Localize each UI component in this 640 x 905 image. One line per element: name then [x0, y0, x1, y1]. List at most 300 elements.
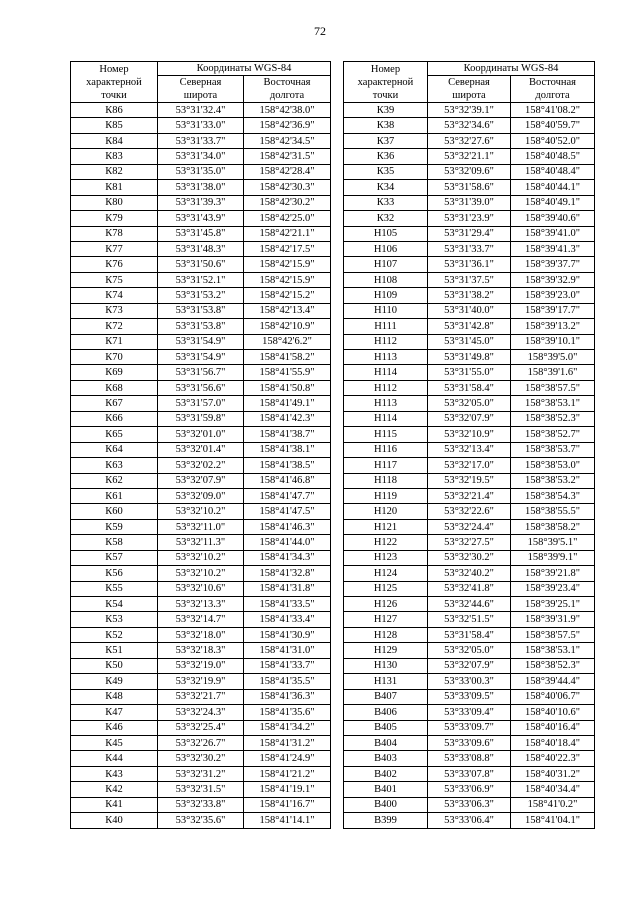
- point-id-cell: Н112: [344, 334, 428, 349]
- point-id-cell: К63: [71, 458, 158, 473]
- longitude-cell: 158°42'15.9": [244, 257, 331, 272]
- longitude-cell: 158°39'17.7": [511, 303, 595, 318]
- longitude-cell: 158°39'13.2": [511, 319, 595, 334]
- table-row: [71, 133, 331, 148]
- longitude-cell: 158°41'04.1": [511, 813, 595, 828]
- point-id-cell: К53: [71, 612, 158, 627]
- table-row: [344, 241, 595, 256]
- point-id-cell: Н125: [344, 581, 428, 596]
- table-row: [344, 705, 595, 720]
- longitude-cell: 158°41'38.1": [244, 442, 331, 457]
- point-id-cell: К64: [71, 442, 158, 457]
- point-id-cell: К39: [344, 103, 428, 118]
- longitude-cell: 158°42'30.3": [244, 180, 331, 195]
- longitude-cell: 158°41'33.7": [244, 658, 331, 673]
- table-row: [71, 751, 331, 766]
- latitude-cell: 53°32'25.4": [158, 720, 244, 735]
- table-row: [71, 597, 331, 612]
- point-id-cell: К51: [71, 643, 158, 658]
- latitude-cell: 53°31'38.2": [428, 288, 511, 303]
- table-row: [71, 118, 331, 133]
- table-row: [344, 473, 595, 488]
- table-row: [71, 813, 331, 828]
- table-row: [344, 488, 595, 503]
- header-lon: Восточная: [511, 76, 595, 90]
- header-coords-group: Координаты WGS-84: [428, 62, 595, 76]
- table-row: [71, 566, 331, 581]
- latitude-cell: 53°32'26.7": [158, 735, 244, 750]
- table-row: [344, 658, 595, 673]
- latitude-cell: 53°32'07.9": [158, 473, 244, 488]
- point-id-cell: К71: [71, 334, 158, 349]
- table-row: [344, 643, 595, 658]
- latitude-cell: 53°32'10.6": [158, 581, 244, 596]
- point-id-cell: Н114: [344, 365, 428, 380]
- longitude-cell: 158°40'59.7": [511, 118, 595, 133]
- longitude-cell: 158°38'58.2": [511, 519, 595, 534]
- longitude-cell: 158°38'57.5": [511, 627, 595, 642]
- latitude-cell: 53°31'38.0": [158, 180, 244, 195]
- point-id-cell: К81: [71, 180, 158, 195]
- longitude-cell: 158°39'44.4": [511, 674, 595, 689]
- latitude-cell: 53°32'13.4": [428, 442, 511, 457]
- table-row: [344, 689, 595, 704]
- longitude-cell: 158°39'9.1": [511, 550, 595, 565]
- point-id-cell: К41: [71, 797, 158, 812]
- longitude-cell: 158°39'37.7": [511, 257, 595, 272]
- table-row: [344, 612, 595, 627]
- latitude-cell: 53°32'01.4": [158, 442, 244, 457]
- table-row: [344, 288, 595, 303]
- point-id-cell: К60: [71, 504, 158, 519]
- longitude-cell: 158°38'52.3": [511, 411, 595, 426]
- longitude-cell: 158°41'31.0": [244, 643, 331, 658]
- table-row: [71, 689, 331, 704]
- longitude-cell: 158°41'19.1": [244, 782, 331, 797]
- header-lon: Восточная: [244, 76, 331, 90]
- longitude-cell: 158°39'5.1": [511, 535, 595, 550]
- point-id-cell: К36: [344, 149, 428, 164]
- latitude-cell: 53°32'11.3": [158, 535, 244, 550]
- latitude-cell: 53°32'01.0": [158, 427, 244, 442]
- longitude-cell: 158°40'48.5": [511, 149, 595, 164]
- point-id-cell: Н113: [344, 396, 428, 411]
- point-id-cell: К37: [344, 133, 428, 148]
- longitude-cell: 158°41'0.2": [511, 797, 595, 812]
- latitude-cell: 53°32'19.5": [428, 473, 511, 488]
- latitude-cell: 53°31'33.7": [428, 241, 511, 256]
- table-row: [71, 211, 331, 226]
- latitude-cell: 53°31'58.6": [428, 180, 511, 195]
- table-body-left: [71, 103, 331, 829]
- table-row: [71, 720, 331, 735]
- latitude-cell: 53°32'05.0": [428, 643, 511, 658]
- table-row: [71, 519, 331, 534]
- point-id-cell: Н122: [344, 535, 428, 550]
- table-row: [71, 288, 331, 303]
- longitude-cell: 158°41'58.2": [244, 350, 331, 365]
- latitude-cell: 53°31'49.8": [428, 350, 511, 365]
- point-id-cell: К62: [71, 473, 158, 488]
- longitude-cell: 158°41'24.9": [244, 751, 331, 766]
- point-id-cell: Н128: [344, 627, 428, 642]
- latitude-cell: 53°32'27.5": [428, 535, 511, 550]
- table-row: [71, 535, 331, 550]
- longitude-cell: 158°40'49.1": [511, 195, 595, 210]
- longitude-cell: 158°42'10.9": [244, 319, 331, 334]
- point-id-cell: В405: [344, 720, 428, 735]
- latitude-cell: 53°32'11.0": [158, 519, 244, 534]
- point-id-cell: К72: [71, 319, 158, 334]
- latitude-cell: 53°32'05.0": [428, 396, 511, 411]
- table-body-right: [344, 103, 595, 829]
- point-id-cell: К83: [71, 149, 158, 164]
- point-id-cell: В407: [344, 689, 428, 704]
- point-id-cell: К47: [71, 705, 158, 720]
- latitude-cell: 53°31'53.2": [158, 288, 244, 303]
- table-row: [344, 149, 595, 164]
- longitude-cell: 158°39'21.8": [511, 566, 595, 581]
- table-row: [344, 597, 595, 612]
- table-row: [344, 797, 595, 812]
- longitude-cell: 158°41'30.9": [244, 627, 331, 642]
- latitude-cell: 53°32'10.2": [158, 504, 244, 519]
- longitude-cell: 158°40'44.1": [511, 180, 595, 195]
- point-id-cell: К58: [71, 535, 158, 550]
- table-row: [344, 519, 595, 534]
- table-row: [344, 766, 595, 781]
- longitude-cell: 158°41'31.2": [244, 735, 331, 750]
- table-row: [344, 350, 595, 365]
- longitude-cell: 158°41'34.3": [244, 550, 331, 565]
- longitude-cell: 158°41'31.8": [244, 581, 331, 596]
- point-id-cell: К59: [71, 519, 158, 534]
- table-row: [71, 195, 331, 210]
- table-row: [344, 226, 595, 241]
- latitude-cell: 53°32'10.9": [428, 427, 511, 442]
- longitude-cell: 158°39'5.0": [511, 350, 595, 365]
- latitude-cell: 53°33'06.9": [428, 782, 511, 797]
- longitude-cell: 158°38'53.0": [511, 458, 595, 473]
- table-row: [344, 272, 595, 287]
- table-row: [344, 674, 595, 689]
- point-id-cell: В399: [344, 813, 428, 828]
- point-id-cell: К85: [71, 118, 158, 133]
- table-row: [71, 319, 331, 334]
- table-row: [71, 180, 331, 195]
- table-row: [344, 813, 595, 828]
- header-lat: Северная: [158, 76, 244, 90]
- header-coords-group: Координаты WGS-84: [158, 62, 331, 76]
- latitude-cell: 53°32'21.4": [428, 488, 511, 503]
- longitude-cell: 158°42'15.9": [244, 272, 331, 287]
- longitude-cell: 158°38'57.5": [511, 380, 595, 395]
- longitude-cell: 158°41'55.9": [244, 365, 331, 380]
- latitude-cell: 53°32'31.2": [158, 766, 244, 781]
- table-row: [344, 118, 595, 133]
- longitude-cell: 158°38'53.2": [511, 473, 595, 488]
- point-id-cell: К76: [71, 257, 158, 272]
- point-id-cell: Н126: [344, 597, 428, 612]
- table-row: [71, 226, 331, 241]
- latitude-cell: 53°31'54.9": [158, 350, 244, 365]
- header-lat: широта: [158, 89, 244, 103]
- point-id-cell: Н110: [344, 303, 428, 318]
- longitude-cell: 158°38'52.3": [511, 658, 595, 673]
- longitude-cell: 158°42'21.1": [244, 226, 331, 241]
- longitude-cell: 158°41'14.1": [244, 813, 331, 828]
- longitude-cell: 158°39'10.1": [511, 334, 595, 349]
- longitude-cell: 158°39'25.1": [511, 597, 595, 612]
- point-id-cell: К82: [71, 164, 158, 179]
- longitude-cell: 158°38'52.7": [511, 427, 595, 442]
- point-id-cell: К75: [71, 272, 158, 287]
- table-row: [344, 365, 595, 380]
- table-row: [71, 411, 331, 426]
- point-id-cell: К61: [71, 488, 158, 503]
- latitude-cell: 53°31'57.0": [158, 396, 244, 411]
- latitude-cell: 53°31'55.0": [428, 365, 511, 380]
- point-id-cell: Н105: [344, 226, 428, 241]
- latitude-cell: 53°31'39.0": [428, 195, 511, 210]
- latitude-cell: 53°32'21.7": [158, 689, 244, 704]
- latitude-cell: 53°33'09.7": [428, 720, 511, 735]
- table-row: [71, 643, 331, 658]
- latitude-cell: 53°33'00.3": [428, 674, 511, 689]
- point-id-cell: К44: [71, 751, 158, 766]
- longitude-cell: 158°41'33.5": [244, 597, 331, 612]
- point-id-cell: Н123: [344, 550, 428, 565]
- table-row: [344, 427, 595, 442]
- table-row: [344, 751, 595, 766]
- latitude-cell: 53°31'50.6": [158, 257, 244, 272]
- latitude-cell: 53°32'18.3": [158, 643, 244, 658]
- longitude-cell: 158°41'44.0": [244, 535, 331, 550]
- header-lon: долгота: [244, 89, 331, 103]
- latitude-cell: 53°31'40.0": [428, 303, 511, 318]
- latitude-cell: 53°33'09.6": [428, 735, 511, 750]
- longitude-cell: 158°39'41.3": [511, 241, 595, 256]
- point-id-cell: К38: [344, 118, 428, 133]
- table-row: [344, 133, 595, 148]
- longitude-cell: 158°41'33.4": [244, 612, 331, 627]
- point-id-cell: К46: [71, 720, 158, 735]
- point-id-cell: К40: [71, 813, 158, 828]
- longitude-cell: 158°41'34.2": [244, 720, 331, 735]
- table-row: [344, 782, 595, 797]
- latitude-cell: 53°31'42.8": [428, 319, 511, 334]
- header-row: [71, 62, 331, 76]
- latitude-cell: 53°32'22.6": [428, 504, 511, 519]
- point-id-cell: К69: [71, 365, 158, 380]
- latitude-cell: 53°31'52.1": [158, 272, 244, 287]
- latitude-cell: 53°31'56.6": [158, 380, 244, 395]
- latitude-cell: 53°33'09.4": [428, 705, 511, 720]
- table-row: [71, 241, 331, 256]
- latitude-cell: 53°31'43.9": [158, 211, 244, 226]
- page-number: 72: [314, 24, 326, 38]
- table-row: [71, 550, 331, 565]
- longitude-cell: 158°41'36.3": [244, 689, 331, 704]
- table-row: [71, 303, 331, 318]
- point-id-cell: К48: [71, 689, 158, 704]
- latitude-cell: 53°32'10.2": [158, 550, 244, 565]
- table-row: [344, 211, 595, 226]
- point-id-cell: Н117: [344, 458, 428, 473]
- latitude-cell: 53°32'40.2": [428, 566, 511, 581]
- point-id-cell: К84: [71, 133, 158, 148]
- longitude-cell: 158°38'55.5": [511, 504, 595, 519]
- point-id-cell: К80: [71, 195, 158, 210]
- longitude-cell: 158°41'42.3": [244, 411, 331, 426]
- table-row: [344, 396, 595, 411]
- latitude-cell: 53°32'33.8": [158, 797, 244, 812]
- point-id-cell: В406: [344, 705, 428, 720]
- longitude-cell: 158°40'52.0": [511, 133, 595, 148]
- table-row: [71, 272, 331, 287]
- table-row: [344, 303, 595, 318]
- point-id-cell: К33: [344, 195, 428, 210]
- latitude-cell: 53°32'30.2": [428, 550, 511, 565]
- table-row: [344, 319, 595, 334]
- table-row: [71, 257, 331, 272]
- latitude-cell: 53°32'17.0": [428, 458, 511, 473]
- latitude-cell: 53°32'44.6": [428, 597, 511, 612]
- table-row: [344, 458, 595, 473]
- table-row: [344, 180, 595, 195]
- table-row: [344, 257, 595, 272]
- table-row: [71, 705, 331, 720]
- point-id-cell: К57: [71, 550, 158, 565]
- longitude-cell: 158°41'38.5": [244, 458, 331, 473]
- point-id-cell: К56: [71, 566, 158, 581]
- latitude-cell: 53°31'54.9": [158, 334, 244, 349]
- table-row: [71, 442, 331, 457]
- point-id-cell: Н127: [344, 612, 428, 627]
- point-id-cell: К70: [71, 350, 158, 365]
- longitude-cell: 158°40'16.4": [511, 720, 595, 735]
- point-id-cell: Н107: [344, 257, 428, 272]
- point-id-cell: Н119: [344, 488, 428, 503]
- latitude-cell: 53°31'56.7": [158, 365, 244, 380]
- longitude-cell: 158°38'54.3": [511, 488, 595, 503]
- longitude-cell: 158°39'32.9": [511, 272, 595, 287]
- table-row: [344, 735, 595, 750]
- latitude-cell: 53°33'08.8": [428, 751, 511, 766]
- table-row: [71, 365, 331, 380]
- point-id-cell: К49: [71, 674, 158, 689]
- point-id-cell: К55: [71, 581, 158, 596]
- table-row: [71, 380, 331, 395]
- latitude-cell: 53°32'13.3": [158, 597, 244, 612]
- table-row: [71, 458, 331, 473]
- longitude-cell: 158°41'21.2": [244, 766, 331, 781]
- longitude-cell: 158°40'34.4": [511, 782, 595, 797]
- point-id-cell: К77: [71, 241, 158, 256]
- latitude-cell: 53°32'30.2": [158, 751, 244, 766]
- point-id-cell: Н114: [344, 411, 428, 426]
- latitude-cell: 53°32'18.0": [158, 627, 244, 642]
- latitude-cell: 53°32'31.5": [158, 782, 244, 797]
- longitude-cell: 158°40'22.3": [511, 751, 595, 766]
- longitude-cell: 158°41'49.1": [244, 396, 331, 411]
- point-id-cell: К86: [71, 103, 158, 118]
- point-id-cell: К45: [71, 735, 158, 750]
- table-row: [71, 766, 331, 781]
- point-id-cell: К67: [71, 396, 158, 411]
- latitude-cell: 53°31'35.0": [158, 164, 244, 179]
- table-row: [344, 195, 595, 210]
- point-id-cell: К79: [71, 211, 158, 226]
- point-id-cell: К54: [71, 597, 158, 612]
- latitude-cell: 53°31'59.8": [158, 411, 244, 426]
- latitude-cell: 53°32'27.6": [428, 133, 511, 148]
- point-id-cell: Н108: [344, 272, 428, 287]
- table-row: [344, 720, 595, 735]
- latitude-cell: 53°32'51.5": [428, 612, 511, 627]
- point-id-cell: К68: [71, 380, 158, 395]
- longitude-cell: 158°39'1.6": [511, 365, 595, 380]
- longitude-cell: 158°39'31.9": [511, 612, 595, 627]
- latitude-cell: 53°32'14.7": [158, 612, 244, 627]
- longitude-cell: 158°42'17.5": [244, 241, 331, 256]
- point-id-cell: Н120: [344, 504, 428, 519]
- table-row: [71, 103, 331, 118]
- point-id-cell: В403: [344, 751, 428, 766]
- longitude-cell: 158°41'32.8": [244, 566, 331, 581]
- point-id-cell: В400: [344, 797, 428, 812]
- point-id-cell: Н130: [344, 658, 428, 673]
- point-id-cell: Н111: [344, 319, 428, 334]
- longitude-cell: 158°42'34.5": [244, 133, 331, 148]
- latitude-cell: 53°31'45.8": [158, 226, 244, 241]
- longitude-cell: 158°41'35.6": [244, 705, 331, 720]
- latitude-cell: 53°31'58.4": [428, 627, 511, 642]
- header-lat: широта: [428, 89, 511, 103]
- longitude-cell: 158°41'35.5": [244, 674, 331, 689]
- longitude-cell: 158°38'53.1": [511, 643, 595, 658]
- header-point-number: Номер характерной точки: [71, 62, 158, 103]
- latitude-cell: 53°31'48.3": [158, 241, 244, 256]
- header-lat: Северная: [428, 76, 511, 90]
- longitude-cell: 158°42'15.2": [244, 288, 331, 303]
- point-id-cell: К42: [71, 782, 158, 797]
- table-row: [344, 550, 595, 565]
- point-id-cell: Н129: [344, 643, 428, 658]
- table-row: [344, 411, 595, 426]
- point-id-cell: К43: [71, 766, 158, 781]
- latitude-cell: 53°31'33.0": [158, 118, 244, 133]
- latitude-cell: 53°31'23.9": [428, 211, 511, 226]
- latitude-cell: 53°31'53.8": [158, 319, 244, 334]
- coordinates-table-right: [343, 61, 595, 829]
- point-id-cell: В401: [344, 782, 428, 797]
- longitude-cell: 158°39'23.4": [511, 581, 595, 596]
- latitude-cell: 53°32'41.8": [428, 581, 511, 596]
- longitude-cell: 158°41'47.5": [244, 504, 331, 519]
- table-row: [71, 782, 331, 797]
- point-id-cell: В402: [344, 766, 428, 781]
- table-row: [344, 504, 595, 519]
- latitude-cell: 53°31'29.4": [428, 226, 511, 241]
- table-row: [71, 149, 331, 164]
- table-row: [71, 473, 331, 488]
- point-id-cell: Н118: [344, 473, 428, 488]
- coordinates-table-left: [70, 61, 331, 829]
- table-row: [71, 334, 331, 349]
- point-id-cell: Н115: [344, 427, 428, 442]
- point-id-cell: К73: [71, 303, 158, 318]
